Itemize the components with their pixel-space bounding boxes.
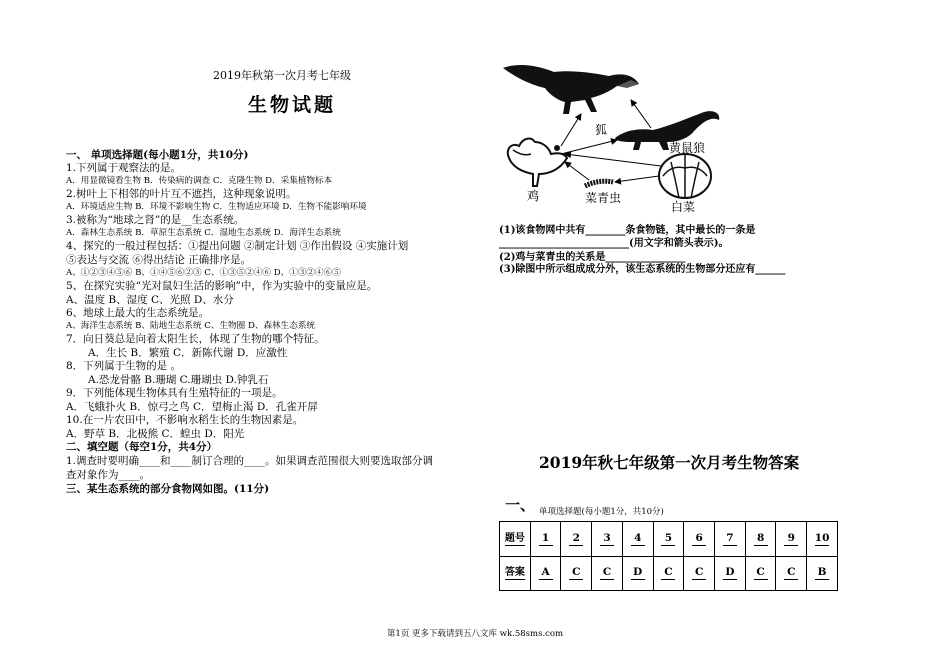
question-5-options: A、温度 B、湿度 C、光照 D、水分 [66,294,234,306]
question-10: 10.在一片农田中，不影响水稻生长的生物因素是。 [66,414,304,426]
answer-letter-cell: D [622,556,653,591]
question-8: 8．下列属于生物的是 。 [66,360,182,372]
answer-table [499,521,838,591]
exam-subtitle: 2019年秋第一次月考七年级 [213,69,351,82]
exam-title: 生物试题 [247,94,336,116]
food-web-diagram [499,58,739,218]
exam-right-column [499,0,899,672]
answer-letter-cell: C [592,556,623,591]
answer-letter-cell: C [745,556,776,591]
label-caterpillar: 菜青虫 [585,191,622,205]
question-8-options: A.恐龙骨骼 B.珊瑚 C.珊瑚虫 D.钟乳石 [88,374,269,386]
question-9-options: A．飞蛾扑火 B．惊弓之鸟 C．望梅止渴 D．孔雀开屏 [66,401,318,413]
question-3-options: A．森林生态系统 B．草原生态系统 C．湿地生态系统 D．海洋生态系统 [66,228,341,238]
label-chicken: 鸡 [527,189,540,203]
answer-letter-cell: A [530,556,561,591]
answer-section-mark: 一、 [505,496,536,514]
question-7: 7．向日葵总是向着太阳生长，体现了生物的哪个特征。 [66,333,325,345]
cabbage-illustration [659,154,711,198]
question-number-cell: 7 [715,522,746,557]
answer-table-row-head: 答案 [500,556,531,591]
question-1: 1.下列属于观察法的是。 [66,162,182,174]
question-5: 5、在探究实验“光对鼠妇生活的影响”中，作为实验中的变量应是。 [66,280,378,292]
question-2: 2.树叶上下相邻的叶片互不遮挡，这种现象说明。 [66,188,297,200]
fox-illustration [503,65,639,114]
exam-left-column [66,0,466,672]
question-number-cell: 2 [561,522,592,557]
arrow-chicken-to-fox [561,114,581,146]
label-cabbage: 白菜 [671,200,696,214]
question-number-cell: 4 [622,522,653,557]
answer-table-row-letters [500,556,838,591]
answer-key-title: 2019年秋七年级第一次月考生物答案 [539,453,800,472]
question-9: 9．下列能体现生物体具有生殖特征的一项是。 [66,387,283,399]
question-1-options: A．用显微镜看生物 B．传染病的调查 C．克隆生物 D．采集植物标本 [66,176,333,186]
question-number-cell: 5 [653,522,684,557]
foodweb-question-3: (3)除图中所示组成成分外，该生态系统的生物部分还应有______ [499,264,786,275]
question-4-options: A、①②③④⑤⑥ B、①④⑤⑥②③ C、①③⑤②④⑥ D、①③②④⑥⑤ [66,268,341,278]
answer-letter-cell: C [776,556,807,591]
question-10-options: A．野草 B．北极熊 C．蝗虫 D．阳光 [66,428,245,440]
question-number-cell: 3 [592,522,623,557]
answer-letter-cell: B [807,556,838,591]
answer-table-row-numbers [500,522,838,557]
foodweb-question-1-line2: __________________________(用文字和箭头表示)。 [499,238,729,249]
answer-section-label: 单项选择题(每小题1分，共10分) [539,507,664,517]
question-7-options: A．生长 B．繁殖 C．新陈代谢 D．应激性 [88,347,288,359]
section2-header: 二、填空题（每空1分，共4分） [66,441,218,453]
question-6-options: A、海洋生态系统 B、陆地生态系统 C、生物圈 D、森林生态系统 [66,321,316,331]
question-6: 6、地球上最大的生态系统是。 [66,307,210,319]
answer-letter-cell: C [561,556,592,591]
question-number-cell: 9 [776,522,807,557]
arrow-caterpillar-to-chicken [565,162,589,180]
section3-header: 三、某生态系统的部分食物网如图。(11分) [66,483,270,495]
answer-letter-cell: D [715,556,746,591]
question-3: 3.被称为“地球之肾”的是__生态系统。 [66,214,245,226]
food-web-svg [499,58,739,218]
question-4-continued: ⑤表达与交流 ⑥得出结论 正确排序是。 [66,254,252,266]
arrow-chicken-to-weasel [561,140,617,154]
label-fox: 狐 [595,123,608,137]
question-2-options: A．环境适应生物 B．环境不影响生物 C．生物适应环境 D．生物不能影响环境 [66,202,367,212]
chicken-illustration [508,139,567,186]
question-4: 4、探究的一般过程包括：①提出问题 ②制定计划 ③作出假设 ④实施计划 [66,240,409,252]
arrow-cabbage-to-caterpillar [615,176,659,182]
question-number-cell: 8 [745,522,776,557]
fill-question-1-line1: 1.调查时要明确____和____制订合理的____。如果调查范围很大则要选取部分调 [66,455,434,467]
question-number-cell: 10 [807,522,838,557]
foodweb-question-1-line1: (1)该食物网中共有________条食物链，其中最长的一条是 [499,225,756,236]
caterpillar-illustration [585,181,613,186]
question-number-cell: 1 [530,522,561,557]
arrow-cabbage-to-chicken [565,154,661,166]
fill-question-1-line2: 查对象作为____。 [66,469,150,481]
arrow-weasel-to-fox [631,100,651,128]
page-footer: 第1页 更多下载请到五八文库 wk.58sms.com [386,629,564,639]
answer-letter-cell: C [653,556,684,591]
question-number-cell: 6 [684,522,715,557]
answer-table-row-head: 题号 [500,522,531,557]
label-weasel: 黄鼠狼 [669,141,706,155]
foodweb-question-2: (2)鸡与菜青虫的关系是________________ [499,252,686,263]
answer-letter-cell: C [684,556,715,591]
section1-header: 一、 单项选择题(每小题1分，共10分) [66,149,249,161]
